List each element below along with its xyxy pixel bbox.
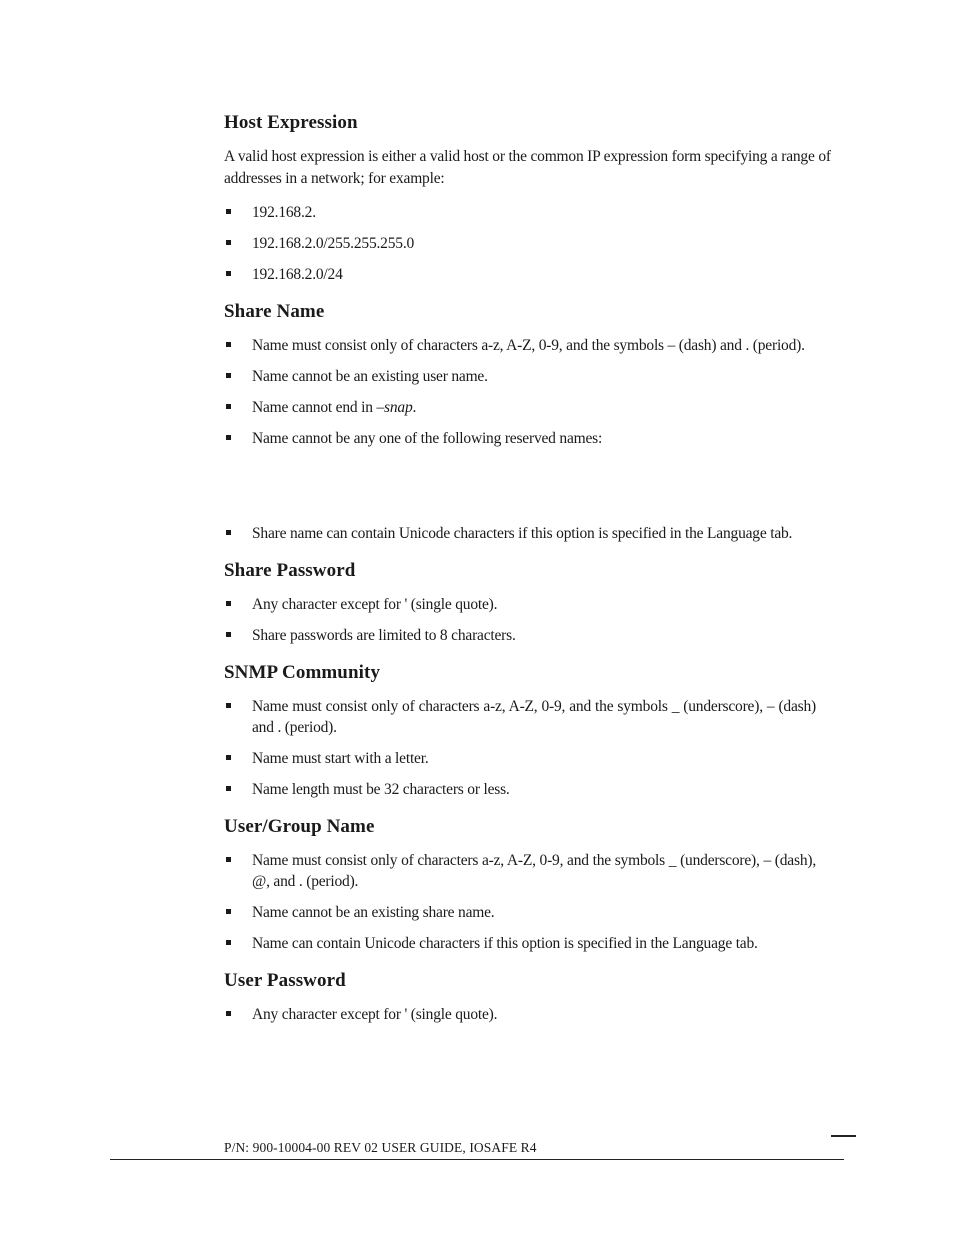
- section-intro: A valid host expression is either a valid host or the common IP expression form specifying a range of addresses in a network; for example:: [224, 148, 831, 187]
- list-item: Share passwords are limited to 8 characters.: [224, 625, 844, 646]
- bullet-icon: [226, 703, 231, 708]
- bullet-icon: [226, 530, 231, 535]
- list-item: Any character except for ' (single quote).: [224, 594, 844, 615]
- bullet-list: [224, 335, 844, 449]
- reserved-names-blank: [224, 459, 844, 523]
- section-share-password: [224, 558, 844, 646]
- snap-suffix: –snap: [376, 399, 413, 416]
- page-number-tick: [831, 1135, 856, 1137]
- section-user-password: [224, 968, 844, 1025]
- bullet-icon: [226, 940, 231, 945]
- section-heading: Host Expression: [224, 112, 358, 133]
- list-item: Name cannot be any one of the following reserved names:: [224, 428, 844, 449]
- list-item: Name can contain Unicode characters if this option is specified in the Language tab.: [224, 933, 844, 954]
- bullet-icon: [226, 342, 231, 347]
- list-item: Name must start with a letter.: [224, 748, 844, 769]
- list-item: Any character except for ' (single quote).: [224, 1004, 844, 1025]
- bullet-list: [224, 523, 844, 544]
- page-footer: P/N: 900-10004-00 REV 02 USER GUIDE, IOSAFE R4: [224, 1140, 537, 1155]
- bullet-icon: [226, 1011, 231, 1016]
- list-item: Name length must be 32 characters or less.: [224, 779, 844, 800]
- bullet-icon: [226, 373, 231, 378]
- section-share-name: [224, 299, 844, 544]
- list-item: Share name can contain Unicode characters if this option is specified in the Language tab.: [224, 523, 844, 544]
- list-item: Name cannot be an existing user name.: [224, 366, 844, 387]
- bullet-icon: [226, 209, 231, 214]
- section-heading: SNMP Community: [224, 662, 381, 683]
- list-item: Name cannot end in –snap.: [224, 397, 844, 418]
- footer-rule: [110, 1159, 844, 1160]
- bullet-icon: [226, 271, 231, 276]
- bullet-list: [224, 696, 844, 800]
- list-item: Name must consist only of characters a-z, A-Z, 0-9, and the symbols _ (underscore), – (dash), @, and . (period).: [224, 850, 844, 892]
- list-item: 192.168.2.: [224, 202, 844, 223]
- document-body: [224, 110, 844, 1039]
- bullet-icon: [226, 435, 231, 440]
- bullet-list: [224, 594, 844, 646]
- section-host-expression: [224, 110, 844, 285]
- bullet-icon: [226, 786, 231, 791]
- section-heading: Share Password: [224, 560, 356, 581]
- bullet-list: [224, 1004, 844, 1025]
- list-item: 192.168.2.0/255.255.255.0: [224, 233, 844, 254]
- section-heading: Share Name: [224, 301, 325, 322]
- bullet-icon: [226, 404, 231, 409]
- section-heading: User Password: [224, 970, 346, 991]
- bullet-list: [224, 202, 844, 285]
- list-item: Name cannot be an existing share name.: [224, 902, 844, 923]
- list-item: Name must consist only of characters a-z, A-Z, 0-9, and the symbols – (dash) and . (period).: [224, 335, 844, 356]
- bullet-list: [224, 850, 844, 954]
- bullet-icon: [226, 909, 231, 914]
- bullet-icon: [226, 601, 231, 606]
- list-item: Name must consist only of characters a-z, A-Z, 0-9, and the symbols _ (underscore), – (dash) and . (period).: [224, 696, 844, 738]
- section-user-group-name: [224, 814, 844, 954]
- list-item: 192.168.2.0/24: [224, 264, 844, 285]
- section-heading: User/Group Name: [224, 816, 375, 837]
- bullet-icon: [226, 632, 231, 637]
- bullet-icon: [226, 857, 231, 862]
- bullet-icon: [226, 755, 231, 760]
- section-snmp-community: [224, 660, 844, 800]
- bullet-icon: [226, 240, 231, 245]
